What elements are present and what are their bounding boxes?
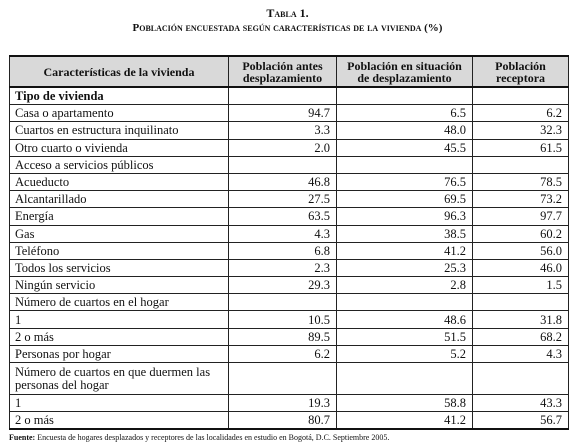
row-value: 73.2 (473, 191, 569, 208)
row-value (229, 294, 337, 311)
table-row (10, 395, 569, 412)
row-value: 19.3 (229, 395, 337, 412)
row-value: 80.7 (229, 412, 337, 430)
table-row (10, 328, 569, 345)
row-value: 32.3 (473, 122, 569, 139)
row-value: 43.3 (473, 395, 569, 412)
row-value: 46.8 (229, 173, 337, 190)
table-row (10, 191, 569, 208)
row-value: 41.2 (337, 412, 473, 430)
row-label: Energía (10, 208, 229, 225)
table-row (10, 139, 569, 156)
row-value (473, 363, 569, 395)
row-value: 38.5 (337, 225, 473, 242)
table-row (10, 242, 569, 259)
source-prefix: Fuente: (9, 433, 36, 442)
row-label: Teléfono (10, 242, 229, 259)
table-row (10, 122, 569, 139)
row-value (337, 156, 473, 173)
row-value: 56.0 (473, 242, 569, 259)
row-value: 76.5 (337, 173, 473, 190)
row-value: 6.2 (229, 345, 337, 362)
row-value: 25.3 (337, 259, 473, 276)
row-label: Alcantarillado (10, 191, 229, 208)
header-receiving: Población receptora (473, 56, 569, 87)
row-value: 2.0 (229, 139, 337, 156)
row-label: Otro cuarto o vivienda (10, 139, 229, 156)
table-title: Tabla 1. (266, 6, 309, 20)
row-value: 6.2 (473, 105, 569, 122)
row-value: 1.5 (473, 277, 569, 294)
row-value: 2.8 (337, 277, 473, 294)
header-before-displacement: Población antes desplazamiento (229, 56, 337, 87)
table-row (10, 105, 569, 122)
row-value: 56.7 (473, 412, 569, 430)
row-value: 97.7 (473, 208, 569, 225)
row-value: 6.5 (337, 105, 473, 122)
row-label: Personas por hogar (10, 345, 229, 362)
row-value: 31.8 (473, 311, 569, 328)
row-label: Acueducto (10, 173, 229, 190)
row-label: 2 o más (10, 412, 229, 430)
row-label: 2 o más (10, 328, 229, 345)
row-label: 1 (10, 395, 229, 412)
row-label: Cuartos en estructura inquilinato (10, 122, 229, 139)
table-row (10, 173, 569, 190)
row-value: 46.0 (473, 259, 569, 276)
table-row (10, 208, 569, 225)
row-label: Número de cuartos en que duermen las personas del hogar (10, 363, 229, 395)
row-label: Número de cuartos en el hogar (10, 294, 229, 311)
row-value: 4.3 (229, 225, 337, 242)
table-row (10, 225, 569, 242)
row-value: 69.5 (337, 191, 473, 208)
row-value (473, 87, 569, 105)
row-value: 94.7 (229, 105, 337, 122)
header-characteristics: Características de la vivienda (10, 56, 229, 87)
row-label: Todos los servicios (10, 259, 229, 276)
row-label: Acceso a servicios públicos (10, 156, 229, 173)
row-value: 41.2 (337, 242, 473, 259)
housing-characteristics-table (9, 55, 569, 430)
table-header-row (10, 56, 569, 87)
row-label: Gas (10, 225, 229, 242)
row-value: 89.5 (229, 328, 337, 345)
table-row (10, 156, 569, 173)
row-value: 10.5 (229, 311, 337, 328)
row-value (473, 156, 569, 173)
row-value (337, 294, 473, 311)
row-value (229, 156, 337, 173)
table-row (10, 363, 569, 395)
source-text: Encuesta de hogares desplazados y receptores de las localidades en estudio en Bogotá, D.C. Septiembre 2005. (35, 433, 390, 442)
row-value: 96.3 (337, 208, 473, 225)
row-value: 51.5 (337, 328, 473, 345)
row-value: 29.3 (229, 277, 337, 294)
row-value (337, 363, 473, 395)
table-row (10, 294, 569, 311)
row-value (229, 363, 337, 395)
row-value (229, 87, 337, 105)
header-displaced: Población en situación de desplazamiento (337, 56, 473, 87)
row-label: Tipo de vivienda (10, 87, 229, 105)
row-label: Ningún servicio (10, 277, 229, 294)
table-row (10, 345, 569, 362)
table-row (10, 259, 569, 276)
table-body (10, 87, 569, 429)
row-value: 60.2 (473, 225, 569, 242)
table-row (10, 412, 569, 430)
table-row (10, 87, 569, 105)
row-value: 58.8 (337, 395, 473, 412)
row-value (337, 87, 473, 105)
row-value: 5.2 (337, 345, 473, 362)
row-value: 48.0 (337, 122, 473, 139)
row-value: 48.6 (337, 311, 473, 328)
row-value: 3.3 (229, 122, 337, 139)
source-note (9, 433, 569, 443)
row-value: 27.5 (229, 191, 337, 208)
row-value: 4.3 (473, 345, 569, 362)
row-value: 6.8 (229, 242, 337, 259)
row-value: 78.5 (473, 173, 569, 190)
row-value: 63.5 (229, 208, 337, 225)
row-label: 1 (10, 311, 229, 328)
row-value: 68.2 (473, 328, 569, 345)
row-value: 2.3 (229, 259, 337, 276)
row-value: 45.5 (337, 139, 473, 156)
table-subtitle: Población encuestada según características de la vivienda (%) (132, 22, 443, 34)
row-label: Casa o apartamento (10, 105, 229, 122)
table-row (10, 277, 569, 294)
row-value (473, 294, 569, 311)
table-row (10, 311, 569, 328)
row-value: 61.5 (473, 139, 569, 156)
